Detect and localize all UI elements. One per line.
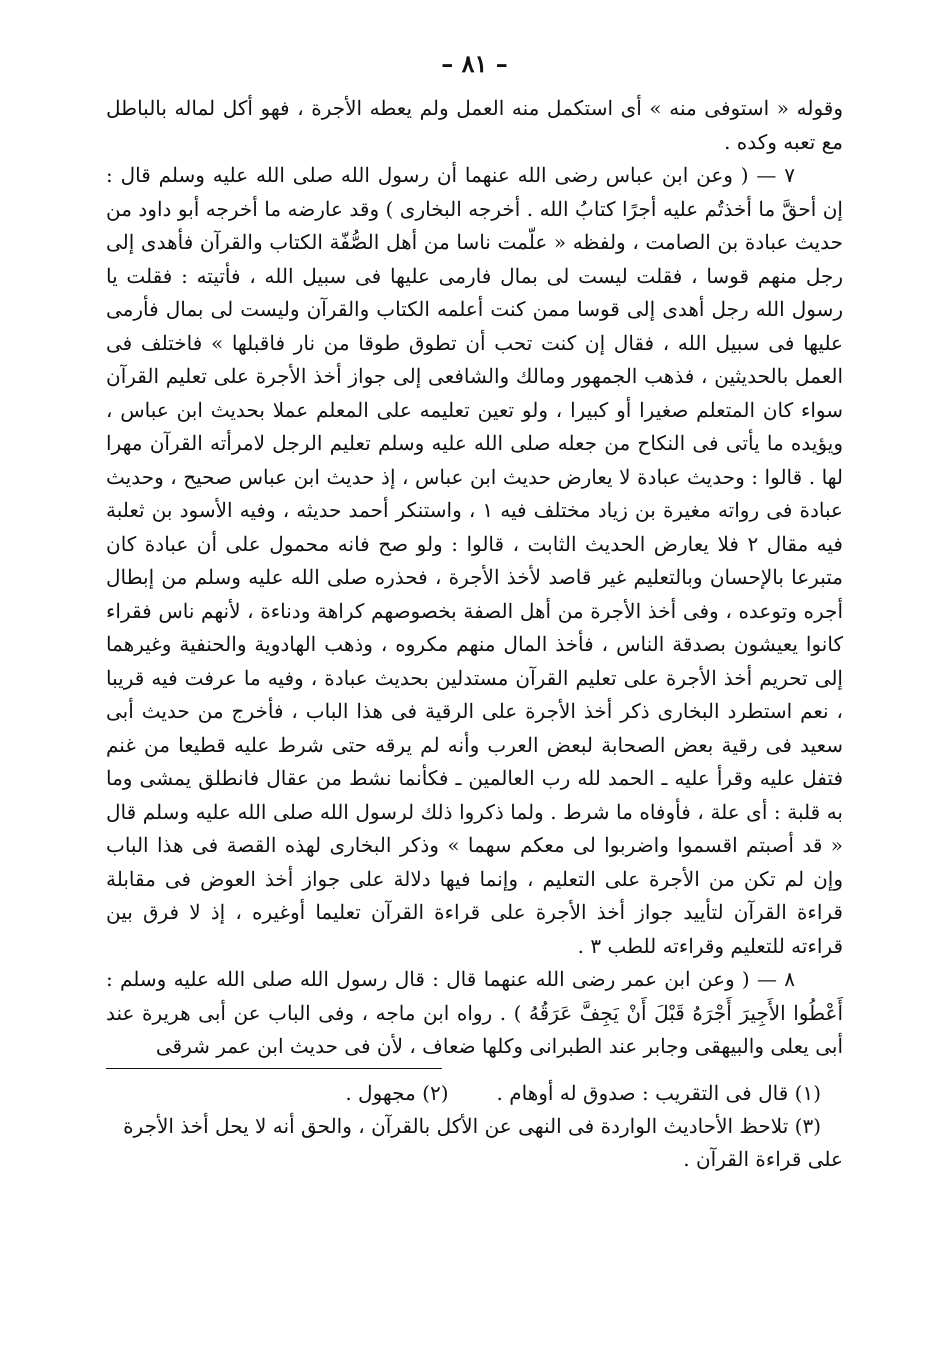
footnote-3: (٣) تلاحظ الأحاديث الواردة فى النهى عن الأكل بالقرآن ، والحق أنه لا يحل أخذ الأجرة على قراءة القرآن . bbox=[123, 1113, 843, 1171]
footnote-row-1 bbox=[106, 1077, 843, 1110]
footnote-1: (١) قال فى التقريب : صدوق له أوهام . bbox=[496, 1080, 821, 1105]
page-number: – ٨١ – bbox=[441, 49, 508, 78]
main-text bbox=[106, 92, 843, 1064]
footnote-2: (٢) مجهول . bbox=[345, 1080, 449, 1105]
paragraph-hadith-8: ٨ — ( وعن ابن عمر رضى الله عنهما قال : قال رسول الله صلى الله عليه وسلم : أَعْطُوا الأَجِيرَ أَجْرَهُ قَبْلَ أَنْ يَجِفَّ عَرَقُهُ ) . رواه ابن ماجه ، وفى الباب عن أبى هريرة عند أبى يعلى والبيهقى وجابر عند الطبرانى وكلها ضعاف ، لأن فى حديث ابن عمر شرقى bbox=[106, 967, 843, 1058]
paragraph-hadith-7: ٧ — ( وعن ابن عباس رضى الله عنهما أن رسول الله صلى الله عليه وسلم قال : إن أحقَّ ما أخذتُم عليه أجرًا كتابُ الله . أخرجه البخارى ) وقد عارضه ما أخرجه أبو داود من حديث عبادة بن الصامت ، ولفظه « علّمت ناسا من أهل الصُّفّة الكتاب والقرآن فأهدى إلى رجل منهم قوسا ، فقلت ليست لى بمال فارمى عليها فى سبيل الله ، فأتيته : فقلت يا رسول الله رجل أهدى إلى قوسا ممن كنت أعلمه الكتاب والقرآن وليست لى بمال فأرمى عليها فى سبيل الله ، فقال إن كنت تحب أن تطوق طوقا من نار فاقبلها » فاختلف فى العمل بالحديثين ، فذهب الجمهور ومالك والشافعى إلى جواز أخذ الأجرة على تعليم القرآن سواء كان المتعلم صغيرا أو كبيرا ، ولو تعين تعليمه على المعلم عملا بحديث ابن عباس ، ويؤيده ما يأتى فى النكاح من جعله صلى الله عليه وسلم تعليم الرجل لامرأته القرآن مهرا لها . قالوا : وحديث عبادة لا يعارض حديث ابن عباس ، إذ حديث ابن عباس صحيح ، وحديث عبادة فى رواته مغيرة بن زياد مختلف فيه ١ ، واستنكر أحمد حديثه ، وفيه الأسود بن ثعلبة فيه مقال ٢ فلا يعارض الحديث الثابت ، قالوا : ولو صح فانه محمول على أن عبادة كان متبرعا بالإحسان وبالتعليم غير قاصد لأخذ الأجرة ، فحذره صلى الله عليه وسلم من إبطال أجره وتوعده ، وفى أخذ الأجرة من أهل الصفة بخصوصهم كراهة ودناءة ، لأنهم ناس فقراء كانوا يعيشون بصدقة الناس ، فأخذ المال منهم مكروه ، وذهب الهادوية والحنفية وغيرهما إلى تحريم أخذ الأجرة على تعليم القرآن مستدلين بحديث عبادة ، وفيه ما عرفت فيه قريبا ، نعم استطرد البخارى ذكر أخذ الأجرة على الرقية فى هذا الباب ، فأخرج من حديث أبى سعيد فى رقية بعض الصحابة لبعض العرب وأنه لم يرقه حتى شرط عليه قطيعا من غنم فتفل عليه وقرأ عليه ـ الحمد لله رب العالمين ـ فكأنما نشط من عقال فانطلق يمشى وما به قلبة : أى علة ، فأوفاه ما شرط . ولما ذكروا ذلك لرسول الله صلى الله عليه وسلم قال « قد أصبتم اقسموا واضربوا لى معكم سهما » وذكر البخارى لهذه القصة فى هذا الباب وإن لم تكن من الأجرة على التعليم ، وإنما فيها دلالة على جواز أخذ العوض فى مقابلة قراءة القرآن لتأييد جواز أخذ الأجرة على قراءة القرآن تعليما أوغيره ، إذ لا فرق بين قراءته للتعليم وقراءته للطب ٣ . bbox=[106, 163, 843, 958]
footnote-separator bbox=[106, 1068, 442, 1069]
footnotes bbox=[106, 1077, 843, 1176]
paragraph-intro: وقوله « استوفى منه » أى استكمل منه العمل ولم يعطه الأجرة ، فهو أكل لماله بالباطل مع تعبه وكده . bbox=[106, 96, 843, 154]
